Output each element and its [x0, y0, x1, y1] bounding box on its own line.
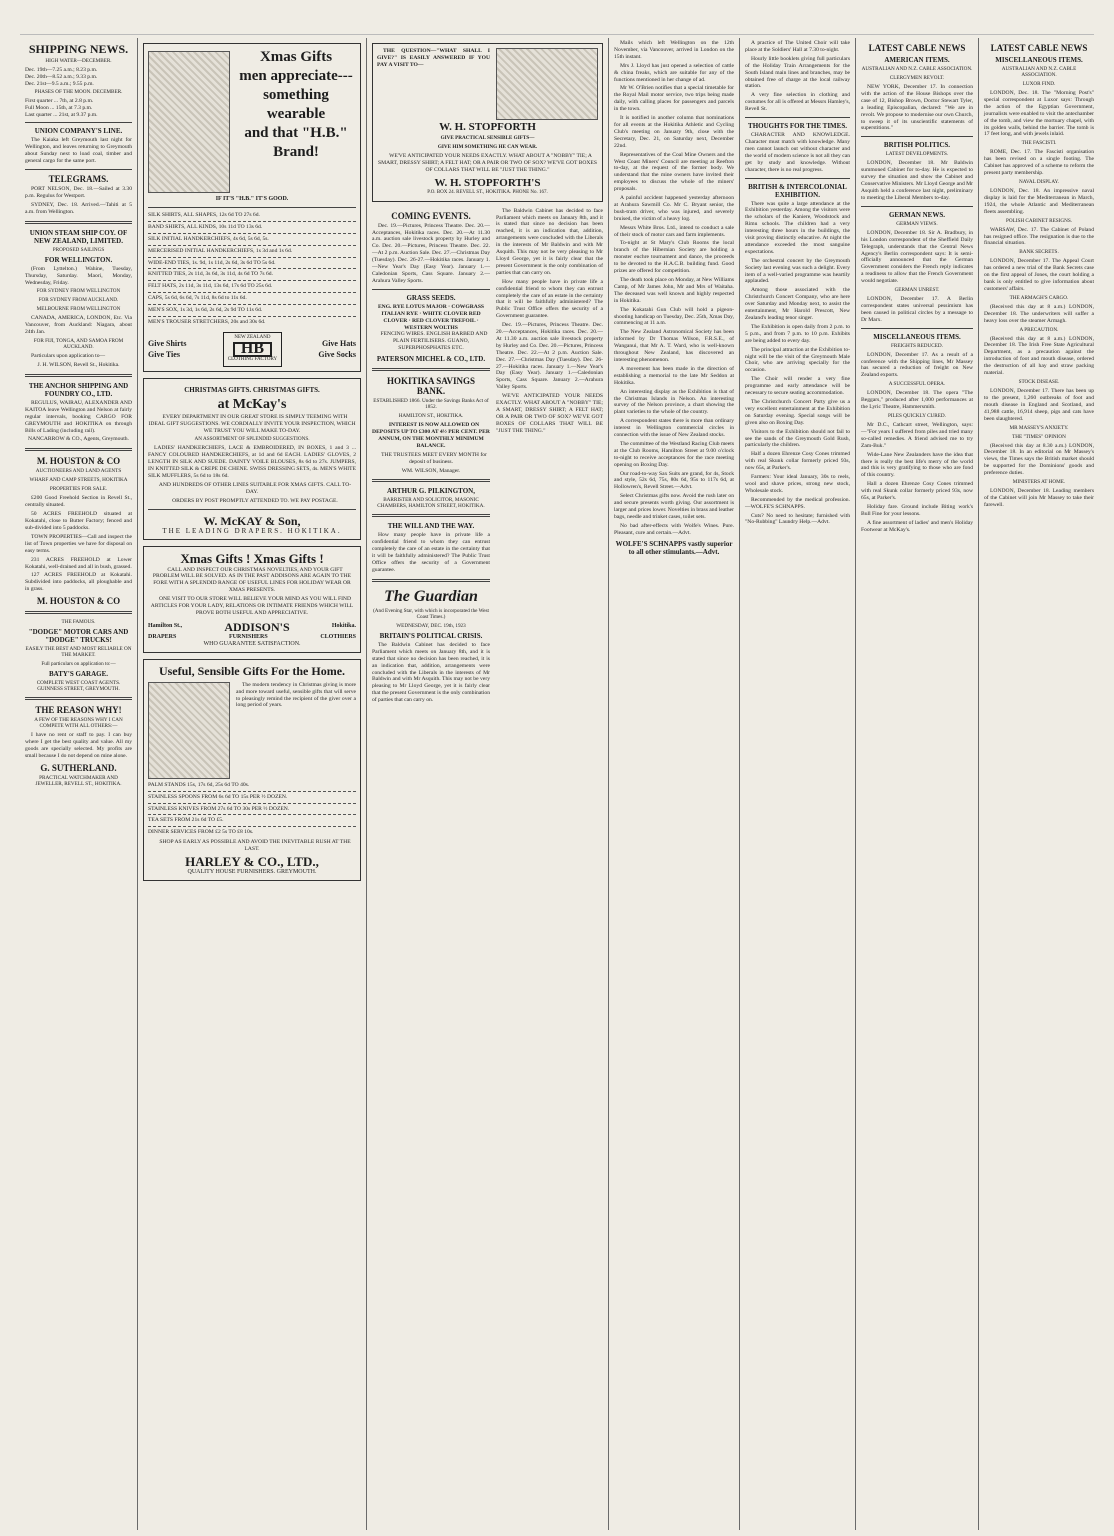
tide-line: Dec. 19th—7.25 a.m.; 8.23 p.m. [25, 67, 98, 73]
exhibition-text: There was quite a large attendance at the Exhibition yesterday. Among the visitors were the scholars of the Kaniere, Woodstock and Rimu schools. The children had a very interesting three hours in the buildings, the visit proving distinctly educative. At night the attendance exceeded the most sanguine expectations. [745, 200, 850, 255]
addison-text: CALL AND INSPECT OUR CHRISTMAS NOVELTIES, AND YOUR GIFT PROBLEM WILL BE SOLVED. AS IN THE PAST ADDISONS ARE AGAIN TO THE FORE WITH A SPLENDID RANGE OF USEFUL LINES FOR HOLIDAY WEAR OR XMAS PRESENTS. [152, 566, 352, 594]
passenger-text: Particulars upon application to— [31, 353, 106, 360]
news-item: Among those associated with the Christchurch Concert Company, who are here over Saturday and Monday next, to assist the entertainment, Mr Harold Prescott, New Zealand's leading tenor singer. [745, 287, 850, 321]
auctioneers: AUCTIONEERS AND LAND AGENTS [35, 468, 122, 475]
news-item: The principal attraction at the Exhibition to-night will be the visit of the Greymouth Male Choir, who are arriving specially for the occasion. [745, 346, 850, 374]
misc-heading: MISCELLANEOUS ITEMS. [873, 332, 961, 341]
wolfe-schnapps: WOLFE'S SCHNAPPS vastly superior to all other stimulants.—Advt. [615, 539, 733, 556]
savings-bank: HOKITIKA SAVINGS BANK. [386, 376, 476, 397]
precaution-heading: A PRECAUTION. [1019, 326, 1059, 333]
column-6 [856, 40, 978, 1530]
union-steam-ship-heading: UNION STEAM SHIP COY. OF NEW ZEALAND, LIMITED. [29, 228, 128, 245]
american-heading: AMERICAN ITEMS. [884, 56, 950, 64]
baty-heading: BATY'S GARAGE. [49, 670, 108, 679]
column-1 [20, 40, 137, 1530]
fascisti-text: ROME, Dec. 17. The Fascisti organisation has been revised on a single footing. The Cabinet has approved of a scheme to reform the present party membership. [984, 149, 1094, 177]
property-231: 231 ACRES FREEHOLD at Lower Kokatahi, well-drained and all in bush, grassed. [25, 556, 132, 570]
news-item: A movement has been made in the direction of establishing a memorial to the late Mr Seddon at Hokitika. [614, 365, 734, 386]
hb-item: SILK INITIAL HANDKERCHIEFS, 4s 6d, 5s 6d, 5s. [148, 235, 269, 242]
hb-logo-bottom: CLOTHING FACTORY [227, 356, 278, 362]
piles-text: Mr D.C., Cathcart street, Wellington, says:—"For years I suffered from piles and tried many so-called remedies. A friend advised me to try Zam-Buk." [861, 422, 973, 449]
hundreds: AND HUNDREDS OF OTHER LINES SUITABLE FOR XMAS GIFTS. CALL TO-DAY. [158, 481, 352, 495]
column-3 [367, 40, 608, 1530]
news-item: The New Zealand Astronomical Society has been informed by Dr Thomas Wilson, F.R.S.E., of Wanganui, that Mr A. T. Ward, who is well-known throughout New Zealand, has discovered an interesting phenomenon. [614, 329, 734, 363]
news-item: Half a dozen Ehrenze Cosy Cones trimmed with real Skunk collar formerly priced 93s, now 65s, at Parker's. [745, 451, 850, 472]
harley-item: STAINLESS KNIVES FROM 27s 6d TO 30s PER ½ DOZEN. [148, 805, 290, 812]
telegram-port: PORT NELSON, Dec. 18.—Sailed at 3.30 p.m. Regulus for Westport. [25, 186, 132, 199]
give-him: GIVE HIM SOMETHING HE CAN WEAR. [437, 144, 538, 150]
property-200: £200 Good Freehold Section in Revell St., centrally situated. [25, 495, 132, 509]
hb-advert [143, 43, 361, 372]
xmas-gifts: Xmas Gifts [259, 49, 333, 65]
hb-item: CAPS, 5s 6d, 6s 6d, 7s 11d, 8s 6d to 11s 6d. [148, 295, 247, 302]
xmas-gifts-2: Xmas Gifts ! Xmas Gifts ! [180, 550, 324, 566]
addison-street: Hamilton St., [148, 623, 183, 630]
german-unrest: GERMAN UNREST. [894, 287, 940, 294]
reason-text: I have no rent or staff to pay. I can buy where I get the best quality and value. All my goods are specially selected. My profits are small because I do not depend on mine alone. [25, 732, 132, 759]
addison-visit: ONE VISIT TO OUR STORE WILL BELIEVE YOUR MIND AS YOU WILL FIND ARTICLES FOR YOUR LADY, RELATIONS OR INTIMATE FRIENDS WHICH WILL PROVE BOTH USEFUL AND APPRECIATIVE. [150, 596, 354, 616]
mckay-items: LADIES' HANDKERCHIEFS, LACE & EMBROIDERED, IN BOXES, 1 and 3 ... FANCY COLOURED HANDKERCHIEFS, at 1d and 6d EACH. LADIES' GLOVES, 2 LENGTH IN SILK AND SUEDE. DAINTY VOILE BLOUSES, 8s 6d to 27s. JUMPERS, IN KNITTED SILK & CREPE DE CHENE. SWISS DRESSING SETS, 4s. MEN'S WHITE SILK MUFFLERS, 5s 6d to 18s 6d. [148, 445, 356, 480]
proposed-sailings: PROPOSED SAILINGS [52, 246, 105, 253]
luxor-heading: LUXOR FIND. [1022, 81, 1056, 87]
clergymen-text: NEW YORK, December 17. In connection with the action of the House Bishops over the case of 12, Bishop Brown, Doctor Stewart Tyler, a leading Episcopalian, declared: "We are in revolt. We propose to modernise our own Church, to sweep it of its unscientific statements of superstitions." [861, 84, 973, 132]
dodge-particulars: Full particulars on application to:— [41, 661, 116, 668]
barrister: BARRISTER AND SOLICITOR, MASONIC CHAMBERS, HAMILTON STREET, HOKITIKA. [377, 497, 485, 510]
interest: INTEREST IS NOW ALLOWED ON DEPOSITS UP TO £300 AT 4½ PER CENT. PER ANNUM, ON THE MONTHLY MINIMUM BALANCE. [372, 422, 490, 449]
hb-item: MEN'S TROUSER STRETCHERS, 20s and 30s 6d. [148, 319, 266, 326]
drapers: THE LEADING DRAPERS. HOKITIKA. [162, 526, 342, 535]
column-4 [609, 40, 739, 1530]
news-item: An interesting display as the Exhibition is that of the Christmas Islands in Nelson. An interesting survey of the Nelson province, a chart showing the plant varieties to the whole of the country. [614, 388, 734, 416]
stopforth-advert [372, 43, 603, 202]
shop-early: SHOP AS EARLY AS POSSIBLE AND AVOID THE INEVITABLE RUSH AT THE LAST. [159, 839, 351, 853]
news-item: Hourly little booklets giving full particulars of the Holiday Train Arrangements for the South Island main lines and branches, may be obtained free of charge at the local railway station. [745, 55, 850, 90]
bank-manager: WM. WILSON, Manager. [401, 467, 461, 474]
hb-logo-top: NEW ZEALAND [234, 334, 271, 340]
hb-item: MEN'S SOX, 1s 3d, 1s 6d, 2s 6d, 2s 9d TO 11s 6d. [148, 307, 263, 314]
opera-heading: A SUCCESSFUL OPERA. [888, 381, 946, 388]
naval-heading: NAVAL DISPLAY. [1019, 178, 1059, 185]
news-item: Farmers: Your ideal January, 30s to reels, wool and shave prices, strong new stock, Wholesale stock. [745, 474, 850, 494]
man-portrait-illustration [148, 51, 230, 193]
will-text: How many people have in private life a confidential friend to whom they can entrust completely the care of an estate in the certainty that it will be faithfully administered? The Public Trust Office offers the security of a Government guarantee. [372, 532, 490, 573]
stopforth-addr: P.O. BOX 24. REVELL ST., HOKITIKA. PHONE No. 167. [427, 189, 548, 195]
property-127: 127 ACRES FREEHOLD at Kokatahi. Subdivided into paddocks, all ploughable and in grass. [25, 572, 132, 593]
politics-text: LONDON, December 18. Mr Baldwin summoned Cabinet for to-day. He is expected to survey the situation and show the Cabinet and Conservative Ministers. Mr Lloyd George and Mr Asquith held a conference last night, preliminary to meeting the Liberal Members to-day. [861, 160, 973, 201]
news-item: The Exhibition is open daily from 2 p.m. to 5 p.m., and from 7 p.m. to 10 p.m. Exhibits are being added to every day. [745, 323, 850, 344]
union-company-heading: UNION COMPANY'S LINE. [34, 127, 123, 136]
agent: J. H. WILSON, Revell St., Hokitika. [37, 362, 120, 369]
union-text: The Kaiaka left Greymouth last night for Wellington, and leaves returning to Greymouth about Sunday next to load coal, timber and general cargo for the same port. [25, 137, 132, 165]
unrest-text: LONDON, December 17. A Berlin correspondent states universal pessimism has been caused in political circles by a message to Dr Marx. [861, 296, 973, 323]
news-item: A practice of The United Choir will take place at the Soldiers' Hall at 7.30 to-night. [745, 40, 850, 53]
give-ties: Give Ties [148, 350, 180, 360]
hb-item: FELT HATS, 2s 11d, 3s 11d, 13s 6d, 17s 6d TO 25s 6d. [148, 283, 273, 290]
sutherland-sub: PRACTICAL WATCHMAKER AND JEWELLER, REVELL ST., HOKITIKA. [35, 774, 122, 787]
famous: THE FAMOUS. [61, 619, 96, 626]
precaution-text: (Received this day at 8 a.m.) LONDON, December 18. The Irish Free State Agricultural Department, as a precaution against the introduction of foot and mouth disease, ordered the destruction of all hay and straw packing material. [984, 335, 1094, 377]
something-wearable: something wearable [263, 87, 329, 122]
canada-text: CANADA, AMERICA, LONDON, Etc. Via Vancouver, from Auckland: Niagara, about 24th Jan. [25, 315, 132, 336]
news-item: Hall a dozen Ehrenze Cosy Cones trimmed with real Skunk collar formerly priced 93s, now 65s, at Parker's. [861, 481, 973, 502]
wharf: WHARF AND CAMP STREETS, HOKITIKA [29, 477, 128, 484]
news-item: Recommended by the medical profession.—WOLFE'S SCHNAPPS. [745, 496, 850, 510]
guardian-sub: (And Evening Star, with which is incorporated the West Coast Times.) [373, 607, 489, 620]
hb-item: KNITTED TIES, 2s 11d, 3s 6d, 3s 11d, 4s 6d TO 7s 6d. [148, 271, 273, 278]
stopforth-sub: GIVE PRACTICAL SENSIBLE GIFTS— [440, 135, 535, 141]
news-item: Cuts? No need to hesitate; furnished with "No-Rubbing" Laundry Help.—Advt. [745, 512, 850, 526]
column-7 [979, 40, 1099, 1530]
latest-developments: LATEST DEVELOPMENTS. [885, 151, 949, 158]
political-text: The Baldwin Cabinet has decided to face Parliament which meets on January 8th, and it is stated that since no decision has been reached, it is an indication that, addition, arrangements were concluded with the Liberals in the interests of Mr Baldwin and with Mr Asquith. This may not be very pleasing to Mr Lloyd George, yet it is fairly clear that the present Government is the only combination of parties that can carry on. [372, 641, 490, 704]
news-item: Mr W. O'Brien notifies that a special timetable for the Royal Mail motor service, two trips being made daily, with calling places for passengers and parcels in the town. [614, 85, 734, 113]
latest-cable-heading: LATEST CABLE NEWS [868, 43, 966, 53]
trustees: THE TRUSTEES MEET EVERY MONTH for deposit of business. [381, 451, 487, 465]
addison-town: Hokitika. [331, 623, 356, 630]
piles-heading: PILES QUICKLY CURED. [888, 413, 946, 419]
news-item: Mrs J. Lloyd has just opened a selection of cattle & china freaks, which are suitable for any of the functions mentioned in her change of ad. [614, 62, 734, 83]
reason-heading: THE REASON WHY! [35, 705, 122, 716]
events-cont: Dec. 19.—Pictures, Princess Theatre. Dec. 20.—Acceptances, Hokitika races. Dec. 20.—At 11.30 a.m. auction sale livestock property by Hurley and Co. Dec. 20.—Pictures, Princess Theatre. Dec. 22.—At 2 p.m. Auction Sale. Dec. 27.—Christmas Day (Tuesday). Dec. 26-27.—Hokitika races. January 1.—New Year's Day (Easy Year). January 1.—Caledonian Sports, Cass Square. January 2.—Arahura Valley Sports. [496, 322, 603, 391]
stock-heading: STOCK DISEASE. [1018, 379, 1060, 385]
property-50: 50 ACRES FREEHOLD situated at Kokatahi, close to Butter Factory; fenced and sub-divided into 5 paddocks. [25, 511, 132, 531]
satisfaction: WHO GUARANTEE SATISFACTION. [203, 640, 301, 647]
harley-name: HARLEY & CO., LTD., [185, 854, 319, 870]
hb-logo-mark: HB [233, 342, 272, 357]
armagh-text: (Received this day at 8 a.m.) LONDON, December 18. The underwriters will suffer a heavy loss over the steamer Armagh. [984, 303, 1094, 324]
moon-line: Last quarter ... 21st, at 9.37 p.m. [25, 111, 98, 118]
news-item: The Choir will render a very fine programme and early attendance will be necessary to secure seating accommodation. [745, 376, 850, 397]
anchor-text: REGULUS, WAIRAU, ALEXANDER AND KAITOA leave Wellington and Nelson at fairly regular intervals, booking CARGO FOR GREYMOUTH and HOKITIKA on through Bills of Lading (including rail). [25, 399, 132, 434]
bank-sub: ESTABLISHED 1866. Under the Savings Banks Act of 1852. [373, 398, 489, 411]
bank-text: LONDON, December 17. The Appeal Court has ordered a new trial of the Bank Secrets case on the first appeal of Jones, the court holding a bank is only entitled to give information about customers' affairs. [984, 258, 1094, 292]
wmckay: W. McKAY & Son, [203, 513, 301, 528]
furniture-illustration [148, 682, 230, 779]
stopforths-name: W. H. STOPFORTH'S [434, 176, 541, 189]
houston-heading: M. HOUSTON & CO [36, 456, 121, 467]
harley-text: The modern tendency in Christmas giving is more and more toward useful, sensible gifts that will serve to pleasingly remind the recipient of the giver over a long period of years. [236, 681, 356, 709]
for-sydney: FOR SYDNEY FROM WELLINGTON [36, 288, 121, 295]
news-item: Select Christmas gifts now. Avoid the rush later on and secure presents worth giving. Our assortment is larger and prices lower. Novelties in brass and leather bags, needle and trinket cases, toilet sets. [614, 493, 734, 520]
luxor-text: LONDON, Dec. 18. The "Morning Post's" special correspondent at Luxor says: Through the action of the Egyptian Government, journalists were enabled to visit the antechamber of the tomb, and view the mortuary chapel, with its golden walls, behind the barrier. The tomb is 17 feet long, and with jewels inlaid. [984, 90, 1094, 138]
men-appreciate: men appreciate--- [239, 68, 353, 84]
freights-heading: FREIGHTS REDUCED. [891, 342, 943, 349]
tide-line: Dec. 20th—8.52 a.m.; 9.33 p.m. [25, 73, 98, 80]
give-socks: Give Socks [318, 350, 356, 360]
ministers-text: LONDON, December 18. Leading members of the Cabinet will join Mr Massey to take their farewell. [984, 488, 1094, 508]
hb-item: SILK SHIRTS, ALL SHAPES, 12s 6d TO 27s 6d. [148, 211, 260, 218]
issue-date: WEDNESDAY, DEC. 19th, 1923 [396, 622, 466, 629]
furnishers-label: FURNISHERS [228, 633, 268, 640]
fiji: FOR FIJI, TONGA, AND SAMOA FROM AUCKLAND. [33, 338, 124, 351]
properties-for-sale: PROPERTIES FOR SALE. [49, 486, 108, 493]
ministers-heading: MINISTERS AT HOME. [1012, 479, 1066, 486]
hb-item: MERCERISED INITIAL HANDKERCHIEFS, 1s 3d and 1s 6d. [148, 247, 293, 254]
will-heading: THE WILL AND THE WAY. [387, 522, 475, 531]
news-item: The Christchurch Concert Party give us a very excellent entertainment at the Exhibition on Saturday evening. Special songs will be given also on Boxing Day. [745, 398, 850, 426]
times-text: (Received this day at 8.30 a.m.) LONDON, December 18. In an editorial on Mr Massey's views, the Times says the British market should be supported for the Dominions' goods and preference duties. [984, 442, 1094, 477]
polish-text: WARSAW, Dec. 17. The Cabinet of Poland has resigned office. The resignation is due to the financial situation. [984, 226, 1094, 247]
hb-logo [223, 332, 282, 367]
hb-item: BAND SHIRTS, ALL KINDS, 10s 11d TO 13s 6d. [148, 223, 263, 230]
give-shirts: Give Shirts [148, 339, 187, 349]
assortment: AN ASSORTMENT OF SPLENDID SUGGESTIONS. [194, 436, 310, 443]
give-hats: Give Hats [321, 339, 356, 349]
pilkington: ARTHUR G. PILKINGTON, [387, 487, 475, 496]
anchor-heading: THE ANCHOR SHIPPING AND FOUNDRY CO., LTD. [28, 381, 129, 398]
column-3-text [496, 208, 603, 706]
events-list: Dec. 19.—Pictures, Princess Theatre. Dec. 20.—Acceptances, Hokitika races. Dec. 20.—At 11.30 a.m. auction sale livestock property by Hurley and Co. Dec. 20.—Pictures, Princess Theatre. Dec. 22.—At 2 p.m. Auction Sale. Dec. 27.—Christmas Day (Tuesday). Dec. 26-27.—Hokitika races. January 1.—New Year's Day (Easy Year). January 1.—Caledonian Sports, Cass Square. January 2.—Arahura Valley Sports. [372, 222, 490, 284]
moon-line: First quarter ... 7th, at 2.8 p.m. [25, 97, 94, 104]
melbourne: MELBOURNE FROM WELLINGTON [36, 306, 121, 313]
news-item: A correspondent states there is more than ordinary interest in Wellington commercial circles in connection with the issue of New Zealand stocks. [614, 418, 734, 439]
coming-events: COMING EVENTS. [391, 210, 471, 221]
clothiers-label: CLOTHIERS [320, 633, 356, 640]
german-text: LONDON, December 18. Sir A. Bradbury, in his London correspondent of the Sheffield Daily Telegraph, understands that the Central News Agency's Berlin correspondent says: It is semi-officially announced that the German Government considers the French reply indicates a readiness to allow that the French Government would negotiate. [861, 229, 973, 285]
news-item: Holiday fare. Ground include Biting work's Bull Fine for your lessons. [861, 503, 973, 517]
hb-item: WIDE-END TIES, 1s. 9d, 1s 11d, 2s 6d, 3s 6d TO 5s 6d. [148, 259, 276, 266]
page-header-strip [20, 4, 1094, 35]
news-item: The death took place on Monday, at New Williams Camp, of Mr James John, Mr and Mrs of Waitaha. The deceased was well known and highly respected in Hokitika. [614, 277, 734, 304]
if-its-hb: IF IT'S "H.B." IT'S GOOD. [215, 196, 289, 202]
question: THE QUESTION—"WHAT SHALL I GIVE?" IS EASILY ANSWERED IF YOU PAY A VISIT TO— [377, 48, 490, 68]
nancarrow: NANCARROW & CO., Agents, Greymouth. [28, 436, 129, 443]
fencing: FENCING WIRES. ENGLISH BARBED AND PLAIN FERTILISERS. GUANO, SUPERPHOSPHATES ETC. [380, 331, 488, 352]
hb-brand-line: and that "H.B." Brand! [244, 125, 348, 160]
harley-item: STAINLESS SPOONS FROM 6s 6d TO 15s PER ½ DOZEN. [148, 793, 288, 800]
for-wellington: FOR WELLINGTON. [44, 255, 113, 264]
moon-phases-heading: PHASES OF THE MOON. DECEMBER. [34, 88, 123, 95]
bank-heading: BANK SECRETS. [1019, 249, 1059, 256]
times-heading: THE "TIMES" OPINION [1012, 433, 1066, 440]
news-item: It is notified in another column that nominations for all events at the Hokitika Athletic and Cycling Club's meeting on January 9th, close with the Secretary, Dec. 21, on Saturday next, December 22nd. [614, 115, 734, 149]
dodge-best: EASILY THE BEST AND MOST RELIABLE ON THE MARKET. [25, 646, 132, 659]
news-item: The orchestral concert by the Greymouth Society last evening was such a delight. Every item of a well-varied programme was heartily applauded. [745, 257, 850, 285]
stopforth-text: WE'VE ANTICIPATED YOUR NEEDS EXACTLY. WHAT ABOUT A "NOBBY" TIE; A SMART, DRESSY SHIRT; A FELT HAT; OR A PAIR OR TWO OF SOX? WE'VE GOT BOXES OF COLLARS THAT WILL BE "JUST THE THING." [378, 153, 597, 173]
bank-street: HAMILTON ST., HOKITIKA. [398, 413, 464, 420]
armagh-heading: THE ARMAGH'S CARGO. [1009, 294, 1069, 301]
wellington-text: (From Lyttelton.) Wahine, Tuesday, Thursday, Saturday. Maori, Monday, Wednesday, Friday. [25, 265, 132, 286]
news-item: To-night at St Mary's Club Rooms the local branch of the Hibernian Society are holding a monster euchre tournament and dance, the proceeds to be devoted to the H.A.C.B. building fund. Good prizes are offered for competition. [614, 240, 734, 275]
stock-text: LONDON, December 17. There has been up to the present, 1,260 outbreaks of foot and mouth disease in England and Scotland, and 41,988 cattle, 16,914 sheep, pigs and cats have been slaughtered. [984, 388, 1094, 422]
addison-advert [143, 546, 361, 653]
grass-seeds: GRASS SEEDS. [406, 293, 456, 302]
news-item: A fine assortment of ladies' and men's Holiday Footwear at McKay's. [861, 519, 973, 533]
thoughts-text: CHARACTER AND KNOWLEDGE. Character must match with knowledge. Many men cannot launch out without character and the world of modern science is not all they can get by study and knowledge. Without character, there is no real progress. [745, 132, 850, 173]
stopforth-cont: WE'VE ANTICIPATED YOUR NEEDS EXACTLY. WHAT ABOUT A "NOBBY" TIE; A SMART, DRESSY SHIRT; A FELT HAT; OR A PAIR OR TWO OF SOX? WE'VE GOT BOXES OF COLLARS THAT WILL BE "JUST THE THING." [496, 393, 603, 434]
news-item: Mails which left Wellington on the 12th November, via Vancouver, arrived in London on the 15th instant. [614, 40, 734, 60]
news-item: Representatives of the Coal Mine Owners and the West Coast Miners' Council are meeting at Reefton to-day, at the request of the former body. We understand that the mine owners have invited their employees to discuss the whole of the miners' proposals. [614, 151, 734, 193]
telegrams-heading: TELEGRAMS. [48, 174, 109, 185]
reason-sub: A FEW OF THE REASONS WHY I CAN COMPETE WITH ALL OTHERS:— [34, 717, 123, 730]
harley-item: TEA SETS FROM 21s 6d TO £5. [148, 817, 224, 824]
dodge-heading: "DODGE" MOTOR CARS AND "DODGE" TRUCKS! [28, 628, 129, 645]
german-heading: GERMAN NEWS. [888, 210, 945, 219]
clergymen-heading: CLERGYMEN REVOLT. [889, 75, 945, 81]
political-cont: The Baldwin Cabinet has decided to face Parliament which meets on January 8th, and it is stated that since no decision has been reached, it is an indication that, addition, arrangements were concluded with the Liberals in the interests of Mr Baldwin and with Mr Asquith. This may not be very pleasing to Mr Lloyd George, yet it is fairly clear that the present Government is the only combination of parties that can carry on. [496, 207, 603, 276]
cable-association-2: AUSTRALIAN AND N.Z. CABLE ASSOCIATION. [1001, 66, 1077, 78]
news-item: Wide-Lane New Zealanders have the idea that there is really the best life's merry of the world and this is very gratifying to those who are fond of this country. [861, 451, 973, 479]
tide-line: Dec. 21st—9.5 a.m.; 9.55 p.m. [25, 80, 94, 87]
shop-illustration [496, 48, 598, 120]
houston-heading-2: M. HOUSTON & CO [36, 596, 121, 607]
at-mckays: at McKay's [217, 396, 287, 412]
political-heading: BRITAIN'S POLITICAL CRISIS. [379, 631, 483, 640]
news-item: A painful accident happened yesterday afternoon at Arahura Sawmill Co. Mr C. Bryant senior, the bush-tram driver, who was injured, and severely bruised, the victim of a heavy log. [614, 195, 734, 222]
column-5 [740, 40, 855, 1530]
guardian-masthead: The Guardian [384, 587, 478, 605]
news-item: A very fine selection in clothing and costumes for all is offered at Messrs Hamley's, Revell St. [745, 92, 850, 113]
orders: ORDERS BY POST PROMPTLY ATTENDED TO. WE PAY POSTAGE. [172, 497, 338, 504]
harley-item: DINNER SERVICES FROM £2 5s TO £8 10s. [148, 829, 254, 836]
stopforth-name: W. H. STOPFORTH [439, 121, 536, 133]
mckay-intro: EVERY DEPARTMENT IN OUR GREAT STORE IS SIMPLY TEEMING WITH IDEAL GIFT SUGGESTIONS. WE CORDIALLY INVITE YOUR INSPECTION, WHICH WE TRUST YOU WILL MAKE TO-DAY. [148, 413, 356, 434]
thoughts-heading: THOUGHTS FOR THE TIMES. [748, 122, 847, 131]
cable-association: AUSTRALIAN AND N.Z. CABLE ASSOCIATION. [861, 66, 973, 72]
fascisti-heading: THE FASCISTI. [1021, 140, 1057, 147]
will-cont: How many people have in private life a confidential friend to whom they can entrust completely the care of an estate in the certainty that it will be faithfully administered? The Public Trust Office offers the security of a Government guarantee. [496, 278, 603, 320]
harley-sub: QUALITY HOUSE FURNISHERS. GREYMOUTH. [187, 869, 317, 876]
news-item: Messrs White Bros. Ltd., intend to conduct a sale of their stock of motor cars and farm implements. [614, 224, 734, 238]
news-item: No bad after-effects with Wolfe's Wines. Pure. Pleasant, cure and certain.—Advt. [614, 522, 734, 536]
mckay-advert [143, 378, 361, 540]
paterson: PATERSON MICHEL & CO., LTD. [376, 355, 486, 364]
news-item: The Kokatahi Gun Club will hold a pigeon-shooting handicap on Tuesday, Dec. 25th, Xmas Day, commencing at 11 a.m. [614, 306, 734, 327]
polish-heading: POLISH CABINET RESIGNS. [1005, 217, 1073, 224]
column-2 [138, 40, 366, 1530]
massey-heading: MR MASSEY'S ANXIETY. [1009, 424, 1069, 431]
seeds-list: ENG. RYE LOTUS MAJOR · COWGRASS ITALIAN RYE · WHITE CLOVER RED CLOVER · RED CLOVER TREFOIL · WESTERN WOLTHS [377, 303, 485, 331]
exhibition-heading: BRITISH & INTERCOLONIAL EXHIBITION. [748, 182, 847, 199]
shipping-heading: SHIPPING NEWS. [28, 42, 129, 56]
mckay-title: CHRISTMAS GIFTS. CHRISTMAS GIFTS. [184, 385, 320, 394]
misc-heading-2: MISCELLANEOUS ITEMS. [995, 56, 1083, 64]
harley-advert [143, 659, 361, 881]
news-item: Our road-to-way Sax Suits are grand, for 4s, Stock and style, 52s 6d, 75s, 80s 6d, 95s to 117s 6d, at Hollowren's, Revell Street.—Advt. [614, 470, 734, 491]
moon-line: Full Moon ... 15th, at 7.3 p.m. [25, 104, 93, 111]
addison-name: ADDISON'S [224, 619, 290, 634]
news-item: Visitors to the Exhibition should not fail to see the sands of the Greymouth Gold Rush, particularly the children. [745, 428, 850, 449]
drapers-label: DRAPERS [148, 633, 177, 640]
naval-text: LONDON, Dec. 18. An impressive naval display is laid for the Mediterranean in March, 1924, the whole Atlantic and Mediterranean fleets assembling. [984, 187, 1094, 215]
freights-text: LONDON, December 17. As a result of a conference with the Shipping lines, Mr Massey has secured a reduction of freight on New Zealand exports. [861, 351, 973, 379]
news-item: The committee of the Westland Racing Club meets at the Club Rooms, Hamilton Street at 9.00 o'clock to-night to receive acceptances for the race meeting opening on Boxing Day. [614, 440, 734, 468]
baty-sub: COMPLETE WEST COAST AGENTS. GUINNESS STREET, GREYMOUTH. [36, 680, 121, 693]
latest-cable-heading-2: LATEST CABLE NEWS [990, 43, 1088, 53]
german-views: GERMAN VIEWS. [896, 220, 938, 227]
politics-heading: BRITISH POLITICS. [883, 141, 951, 150]
useful-gifts: Useful, Sensible Gifts For the Home. [158, 663, 346, 678]
opera-text: LONDON, December 18. The opera "The Beggars," produced after 1,000 performances at the Lyric Theatre, Hammersmith. [861, 390, 973, 411]
for-sydney-auckland: FOR SYDNEY FROM AUCKLAND. [38, 297, 119, 304]
town-properties: TOWN PROPERTIES—Call and inspect the list of Town properties we have for disposal on easy terms. [25, 533, 132, 554]
telegram-sydney: SYDNEY, Dec. 18. Arrived.—Tahiti at 5 a.m. from Wellington. [25, 201, 132, 215]
sutherland-heading: G. SUTHERLAND. [40, 762, 117, 773]
harley-item: PALM STANDS 15s, 17s 6d, 25s 6d TO 40s. [148, 781, 250, 788]
high-water: HIGH WATER—DECEMBER. [45, 58, 112, 64]
